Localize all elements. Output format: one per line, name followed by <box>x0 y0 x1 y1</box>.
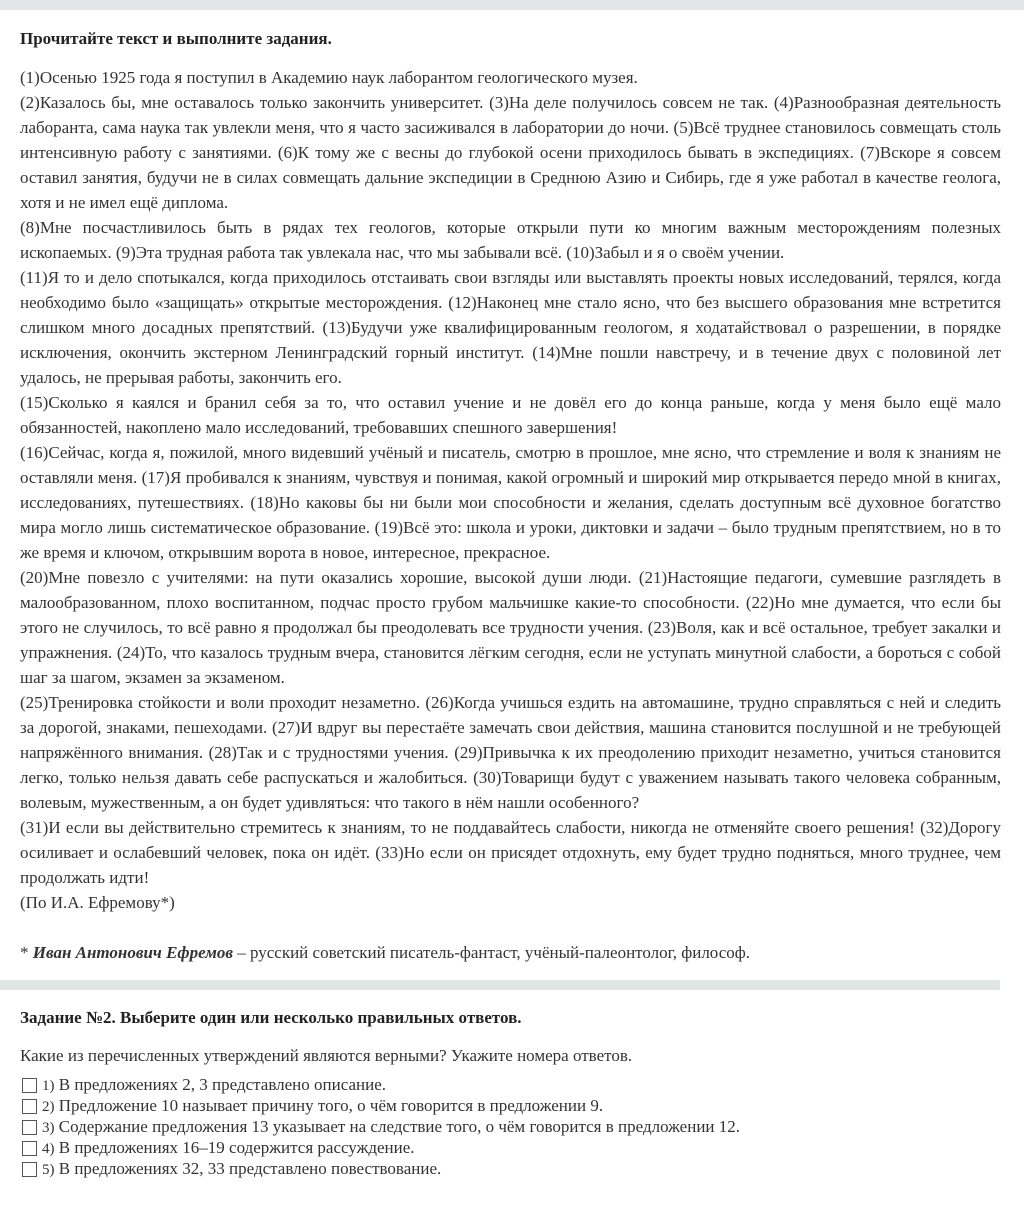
reading-text <box>20 65 1001 915</box>
task1-heading: Прочитайте текст и выполните задания. <box>20 29 332 48</box>
paragraph: (20)Мне повезло с учителями: на пути оказались хорошие, высокой души люди. (21)Настоящие педагоги, сумевшие разглядеть в малообразованном, плохо воспитанном, подчас просто грубом мальчишке какие-то способности. (22)Но мне думается, что если бы этого не случилось, то всё равно я продолжал бы преодолевать все трудности учения. (23)Воля, как и всё остальное, требует закалки и упражнения. (24)То, что казалось трудным вчера, становится лёгким сегодня, если не уступать минутной слабости, а бороться с собой шаг за шагом, экзамен за экзаменом. <box>20 568 1001 687</box>
answer-option-2[interactable] <box>22 1096 740 1117</box>
answer-options <box>22 1075 740 1180</box>
option-number: 3) <box>42 1120 55 1136</box>
paragraph: (11)Я то и дело спотыкался, когда приходилось отстаивать свои взгляды или выставлять проекты новых исследований, терялся, когда необходимо было «защищать» открытые месторождения. (12)Наконец мне стало ясно, что без высшего образования мне встретится слишком много досадных препятствий. (13)Будучи уже квалифицированным геологом, я ходатайствовал о разрешении, в порядке исключения, окончить экстерном Ленинградский горный институт. (14)Мне пошли навстречу, и в течение двух с половиной лет удалось, не прерывая работы, закончить его. <box>20 268 1001 387</box>
checkbox-2[interactable] <box>22 1099 37 1114</box>
option-number: 5) <box>42 1162 55 1178</box>
option-number: 2) <box>42 1099 55 1115</box>
checkbox-3[interactable] <box>22 1120 37 1135</box>
text-source: (По И.А. Ефремову*) <box>20 893 175 912</box>
section-separator <box>0 980 1000 990</box>
footnote-text: – русский советский писатель-фантаст, учёный-палеонтолог, философ. <box>232 943 751 962</box>
footnote-star: * <box>20 943 33 962</box>
task2-heading: Задание №2. Выберите один или несколько правильных ответов. <box>20 1008 522 1027</box>
option-text: Содержание предложения 13 указывает на следствие того, о чём говорится в предложении 12. <box>54 1117 741 1136</box>
paragraph: (31)И если вы действительно стремитесь к знаниям, то не поддавайтесь слабости, никогда не отменяйте своего решения! (32)Дорогу осиливает и ослабевший человек, пока он идёт. (33)Но если он присядет отдохнуть, ему будет трудно подняться, много труднее, чем продолжать идти! <box>20 818 1001 887</box>
paragraph: (8)Мне посчастливилось быть в рядах тех геологов, которые открыли пути ко многим важным месторождениям полезных ископаемых. (9)Эта трудная работа так увлекала нас, что мы забывали всё. (10)Забыл и я о своём учении. <box>20 218 1001 262</box>
option-text: Предложение 10 называет причину того, о чём говорится в предложении 9. <box>54 1096 604 1115</box>
top-separator <box>0 0 1024 10</box>
paragraph: (2)Казалось бы, мне оставалось только закончить университет. (3)На деле получилось совсем не так. (4)Разнообразная деятельность лаборанта, сама наука так увлекли меня, что я часто засиживался в лаборатории до ночи. (5)Всё труднее становилось совмещать столь интенсивную работу с занятиями. (6)К тому же с весны до глубокой осени приходилось бывать в экспедициях. (7)Вскоре я совсем оставил занятия, будучи не в силах совмещать дальние экспедиции в Среднюю Азию и Сибирь, где я уже работал в качестве геолога, хотя и не имел ещё диплома. <box>20 93 1001 212</box>
answer-option-3[interactable] <box>22 1117 740 1138</box>
option-text: В предложениях 32, 33 представлено повествование. <box>54 1159 442 1178</box>
answer-option-5[interactable] <box>22 1159 740 1180</box>
option-number: 1) <box>42 1078 55 1094</box>
task2-question: Какие из перечисленных утверждений являются верными? Укажите номера ответов. <box>20 1046 633 1065</box>
paragraph: (16)Сейчас, когда я, пожилой, много видевший учёный и писатель, смотрю в прошлое, мне ясно, что стремление и воля к знаниям не оставляли меня. (17)Я пробивался к знаниям, чувствуя и понимая, какой огромный и широкий мир открывается передо мной в книгах, исследованиях, путешествиях. (18)Но каковы бы ни были мои способности и желания, сделать доступным всё духовное богатство мира могло лишь систематическое образование. (19)Всё это: школа и уроки, диктовки и задачи – было трудным препятствием, но в то же время и ключом, открывшим ворота в новое, интересное, прекрасное. <box>20 443 1001 562</box>
checkbox-4[interactable] <box>22 1141 37 1156</box>
checkbox-1[interactable] <box>22 1078 37 1093</box>
footnote-author: Иван Антонович Ефремов <box>32 943 233 962</box>
footnote <box>20 940 750 965</box>
checkbox-5[interactable] <box>22 1162 37 1177</box>
paragraph: (15)Сколько я каялся и бранил себя за то, что оставил учение и не довёл его до конца раньше, когда у меня было ещё мало обязанностей, накоплено мало исследований, требовавших спешного завершения! <box>20 393 1001 437</box>
option-text: В предложениях 2, 3 представлено описание. <box>54 1075 387 1094</box>
option-number: 4) <box>42 1141 55 1157</box>
paragraph: (1)Осенью 1925 года я поступил в Академию наук лаборантом геологического музея. <box>20 68 638 87</box>
paragraph: (25)Тренировка стойкости и воли проходит незаметно. (26)Когда учишься ездить на автомашине, трудно справляться с ней и следить за дорогой, знаками, пешеходами. (27)И вдруг вы перестаёте замечать свои действия, машина становится послушной и не требующей напряжённого внимания. (28)Так и с трудностями учения. (29)Привычка к их преодолению приходит незаметно, учиться становится легко, только нельзя давать себе распускаться и жалобиться. (30)Товарищи будут с уважением называть такого человека собранным, волевым, мужественным, а он будет удивляться: что такого в нём нашли особенного? <box>20 693 1001 812</box>
option-text: В предложениях 16–19 содержится рассуждение. <box>54 1138 415 1157</box>
answer-option-4[interactable] <box>22 1138 740 1159</box>
answer-option-1[interactable] <box>22 1075 740 1096</box>
